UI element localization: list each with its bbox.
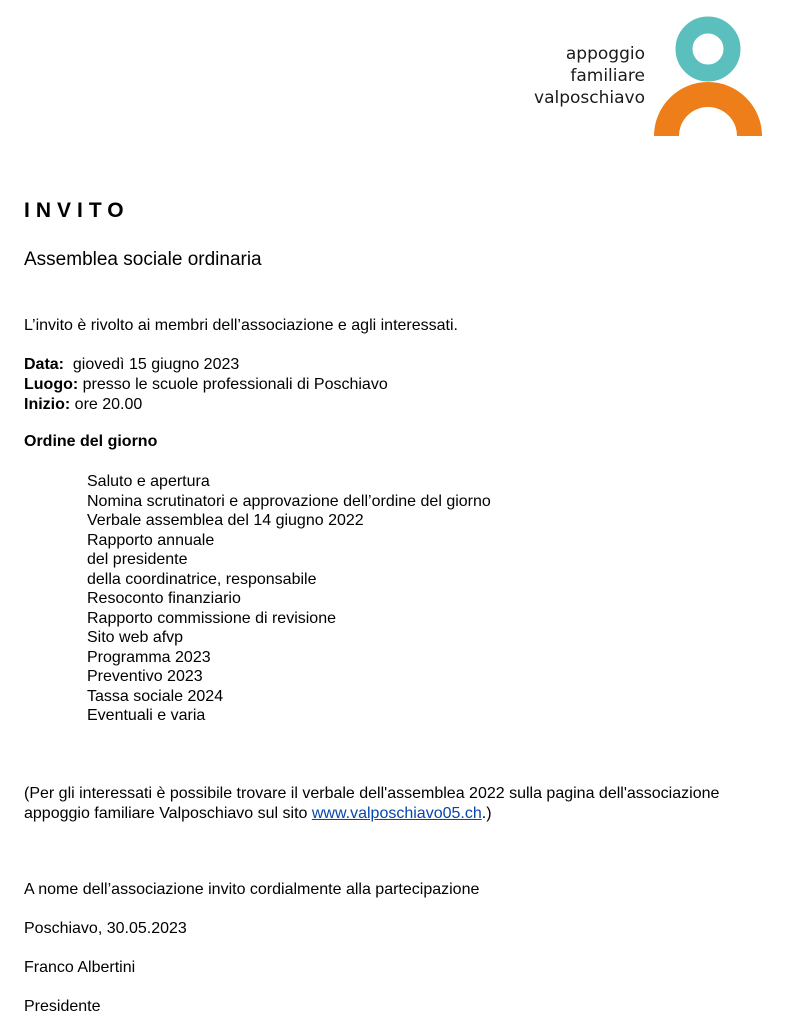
agenda-item-text: del presidente <box>87 551 188 568</box>
logo-wordmark <box>534 43 645 109</box>
agenda-item-text: Preventivo 2023 <box>87 668 203 685</box>
agenda-item-text: Verbale assemblea del 14 giugno 2022 <box>87 512 364 529</box>
agenda-item-text: Saluto e apertura <box>87 473 210 490</box>
page-subtitle: Assemblea sociale ordinaria <box>24 249 262 270</box>
logo-line-2: familiare <box>570 66 645 86</box>
logo-line-1: appoggio <box>565 44 645 64</box>
note-text: appoggio familiare Valposchiavo sul sito <box>24 805 312 822</box>
agenda-item-text: Nomina scrutinatori e approvazione dell’ordine del giorno <box>87 492 491 510</box>
note-line-2 <box>24 804 492 824</box>
agenda-item-text: Sito web afvp <box>87 629 184 646</box>
person-logo-icon <box>652 16 764 138</box>
detail-date <box>24 355 239 375</box>
detail-start <box>24 395 142 415</box>
start-value: ore 20.00 <box>74 396 143 413</box>
closing-text: A nome dell’associazione invito cordialmente alla partecipazione <box>24 881 480 898</box>
note-line-1: (Per gli interessati è possibile trovare il verbale dell'assemblea 2022 sulla pagina dell'associazione <box>24 785 720 802</box>
logo <box>528 16 768 138</box>
note-text-end: .) <box>481 805 492 822</box>
start-label: Inizio: <box>24 396 71 413</box>
page-title: INVITO <box>24 199 130 222</box>
agenda-item-text: Eventuali e varia <box>87 707 206 724</box>
logo-head-ring <box>684 25 732 73</box>
agenda-item-text: della coordinatrice, responsabile <box>87 570 317 588</box>
agenda-item-text: Resoconto finanziario <box>87 590 241 607</box>
place-date: Poschiavo, 30.05.2023 <box>24 920 187 937</box>
agenda-item-text: Tassa sociale 2024 <box>87 687 224 705</box>
detail-place <box>24 375 388 395</box>
date-value: giovedì 15 giugno 2023 <box>72 356 240 373</box>
place-label: Luogo: <box>24 376 79 393</box>
signer-name: Franco Albertini <box>24 959 136 976</box>
logo-body-arc <box>654 82 762 136</box>
intro-text: L’invito è rivolto ai membri dell’associazione e agli interessati. <box>24 317 458 334</box>
date-label: Data: <box>24 356 65 373</box>
agenda-heading: Ordine del giorno <box>24 433 158 450</box>
website-link[interactable]: www.valposchiavo05.ch <box>311 805 482 822</box>
logo-line-3: valposchiavo <box>534 88 645 108</box>
place-value: presso le scuole professionali di Poschiavo <box>82 376 388 393</box>
signer-role: Presidente <box>24 998 101 1015</box>
agenda-item-text: Programma 2023 <box>87 648 211 666</box>
agenda-item-text: Rapporto annuale <box>87 531 215 549</box>
agenda-item-text: Rapporto commissione di revisione <box>87 609 336 627</box>
